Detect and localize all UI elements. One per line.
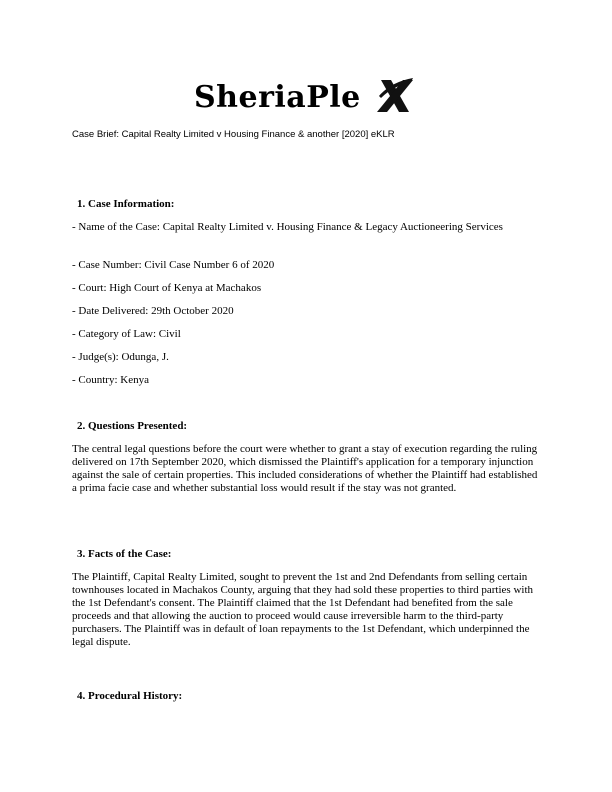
country-item: - Country: Kenya	[72, 374, 149, 386]
judges-item: - Judge(s): Odunga, J.	[72, 351, 169, 363]
logo-text: SheriaPle	[194, 80, 361, 115]
court-item: - Court: High Court of Kenya at Machakos	[72, 282, 262, 294]
facts-body: The Plaintiff, Capital Realty Limited, sought to prevent the 1st and 2nd Defendants from selling certain townhouses located in Machakos County, arguing that they had sold these properties to third parties with the 1st Defendant's consent. The Plaintiff claimed that the 1st Defendant had benefited from the sale proceeds and that allowing the auction to proceed would cause irreversible harm to the third-party purchasers. The Plaintiff was in default of loan repayments to the 1st Defendant, which underpinned the legal dispute.	[72, 571, 533, 648]
questions-presented-body: The central legal questions before the court were whether to grant a stay of execution regarding the ruling delivered on 17th September 2020, which dismissed the Plaintiff's application for a temporary injunction against the sale of certain properties. This included considerations of whether the Plaintiff had established a prima facie case and whether substantial loss would result if the stay was not granted.	[72, 443, 538, 494]
section-heading-case-information: 1. Case Information:	[77, 198, 175, 210]
date-delivered-item: - Date Delivered: 29th October 2020	[72, 305, 234, 317]
section-heading-procedural-history: 4. Procedural History:	[77, 690, 183, 702]
case-number-item: - Case Number: Civil Case Number 6 of 2020	[72, 259, 275, 271]
category-of-law-item: - Category of Law: Civil	[72, 328, 181, 340]
x-mark-icon	[375, 76, 415, 116]
case-name-item: - Name of the Case: Capital Realty Limited v. Housing Finance & Legacy Auctioneering Services	[72, 221, 503, 233]
section-heading-facts: 3. Facts of the Case:	[77, 548, 172, 560]
brief-title: Case Brief: Capital Realty Limited v Housing Finance & another [2020] eKLR	[72, 129, 395, 140]
section-heading-questions-presented: 2. Questions Presented:	[77, 420, 188, 432]
sheriaplex-logo	[194, 74, 424, 122]
